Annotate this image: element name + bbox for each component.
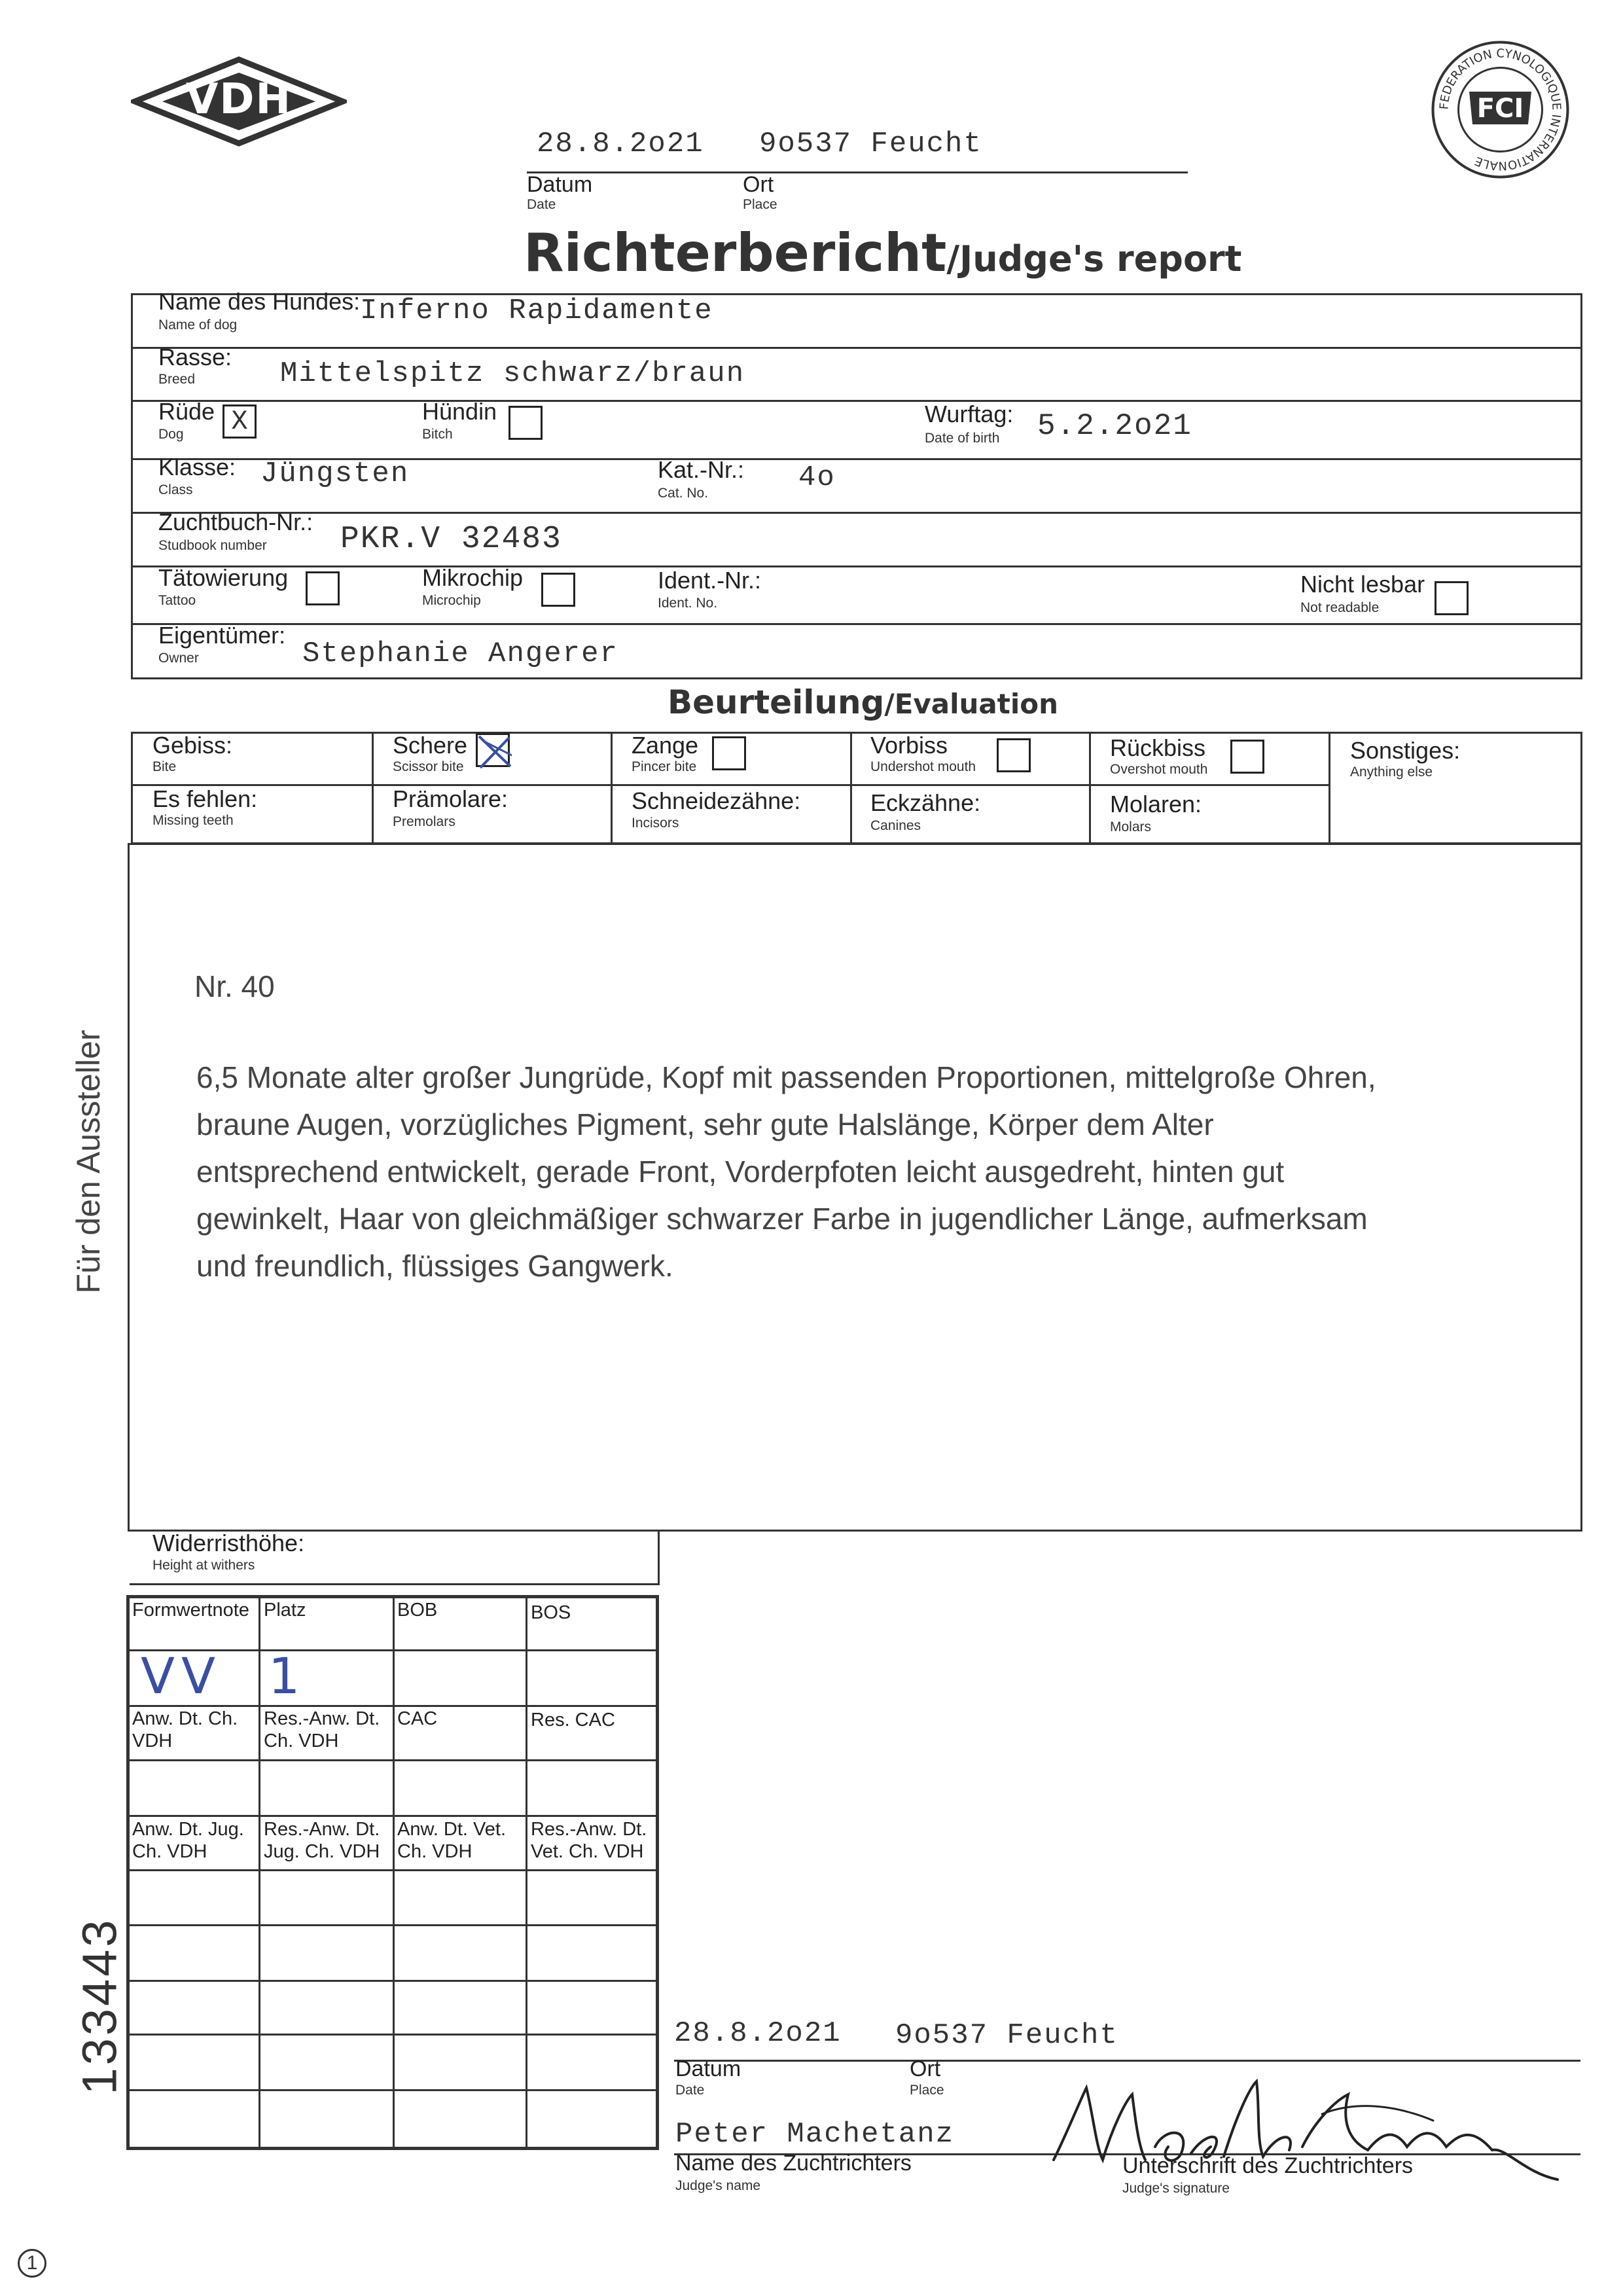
judge-signature [1041,2075,1564,2186]
other-sub: Anything else [1350,764,1433,780]
judge-name-sub: Judge's name [675,2178,761,2193]
signature-sub: Judge's signature [1122,2181,1230,2196]
results-header: Anw. Dt. Ch. VDH [132,1708,238,1751]
bite-label: Gebiss: [152,732,233,759]
results-row-line [126,1759,659,1761]
overshot-label: Rückbiss [1110,734,1206,761]
top-date-line [527,171,1188,173]
dog-row-line [131,400,1582,402]
dog-name-sub: Name of dog [158,317,238,332]
class-value: Jüngsten [260,457,410,490]
class-label: Klasse: [158,454,236,480]
overshot-sub: Overshot mouth [1110,762,1208,777]
dog-row-line [131,347,1582,349]
owner-label: Eigentümer: [158,622,286,649]
unreadable-checkbox[interactable] [1435,581,1469,615]
dob-label: Wurftag: [925,401,1014,427]
incisor-label: Schneidezähne: [632,787,801,814]
undershot-checkbox[interactable] [997,738,1031,772]
owner-value: Stephanie Angerer [302,637,618,670]
evaluation-heading [668,683,1058,721]
results-header: Res.-Anw. Dt. Ch. VDH [264,1708,380,1751]
results-header: Formwertnote [132,1600,249,1621]
dog-name-value: Inferno Rapidamente [360,295,713,327]
chip-label: Mikrochip [422,564,524,591]
pincer-checkbox[interactable] [712,736,746,770]
footer-place-sub: Place [910,2083,944,2098]
premolar-sub: Premolars [393,814,455,829]
results-header: BOB [397,1600,438,1621]
results-row-line [126,2089,659,2091]
studbook-value: PKR.V 32483 [340,522,562,557]
premolar-label: Prämolare: [393,785,508,812]
results-row-line [126,1980,659,1982]
top-place-value: 9o537 Feucht [759,128,982,160]
teeth-col-line [611,732,613,844]
dog-row-line [131,512,1582,514]
breed-label: Rasse: [158,344,232,370]
footer-date-value: 28.8.2o21 [674,2017,842,2050]
footer-date-line [674,2060,1580,2062]
teeth-col-line [1329,732,1330,844]
tattoo-sub: Tattoo [158,593,196,608]
class-sub: Class [158,482,193,497]
male-label: Rüde [158,398,215,425]
top-place-label: Ort [743,172,774,197]
breed-value: Mittelspitz schwarz/braun [280,357,745,390]
results-header: Anw. Dt. Jug. Ch. VDH [132,1819,244,1862]
male-checkbox[interactable] [223,404,257,439]
report-line: braune Augen, vorzügliches Pigment, sehr gute Halslänge, Körper dem Alter [196,1107,1214,1141]
placement-value: 1 [268,1647,300,1705]
missing-label: Es fehlen: [152,785,258,812]
evaluation-report [196,1054,1558,1289]
cat-label: Kat.-Nr.: [658,456,745,483]
report-line: gewinkelt, Haar von gleichmäßiger schwarzer Farbe in jugendlicher Länge, aufmerksam [196,1202,1368,1236]
results-header: Res.-Anw. Dt. Jug. Ch. VDH [264,1819,380,1862]
molar-sub: Molars [1110,819,1152,834]
page-title-sub: /Judge's report [946,238,1242,279]
results-row-line [126,2034,659,2036]
scissor-checkbox[interactable] [476,733,510,767]
canine-label: Eckzähne: [870,789,981,816]
results-header: Platz [264,1600,306,1621]
side-text: Für den Aussteller [70,1030,107,1294]
entry-number: Nr. 40 [194,969,275,1003]
owner-sub: Owner [158,651,199,666]
dob-sub: Date of birth [925,431,1000,446]
page-title [524,223,1242,283]
signature-label: Unterschrift des Zuchtrichters [1122,2153,1414,2178]
top-date-sub: Date [527,197,556,212]
serial-number: 133443 [72,1917,127,2095]
ident-label: Ident.-Nr.: [658,567,762,594]
results-header: Anw. Dt. Vet. Ch. VDH [397,1819,507,1862]
teeth-col-line [372,732,374,844]
footer-place-value: 9o537 Feucht [895,2019,1118,2052]
fci-ring-text: FEDERATION CYNOLOGIQUE INTERNATIONALE [1437,46,1563,173]
dog-name-label: Name des Hundes: [158,288,361,315]
page-title-main: Richterbericht [524,223,947,283]
results-header: CAC [397,1708,438,1729]
withers-label: Widerristhöhe: [152,1530,305,1556]
results-col-line [526,1595,527,2150]
vdh-logo [131,56,347,147]
results-header: Res.-Anw. Dt. Vet. Ch. VDH [531,1819,647,1862]
pincer-sub: Pincer bite [632,759,697,774]
chip-checkbox[interactable] [541,573,575,607]
evaluation-heading-main: Beurteilung [668,683,885,721]
chip-sub: Microchip [422,593,481,608]
canine-sub: Canines [870,818,921,833]
results-row-line [126,1815,659,1817]
fci-logo [1430,39,1571,180]
vdh-logo-text: VDH [185,75,293,124]
results-row-line [126,1705,659,1707]
female-checkbox[interactable] [508,406,543,440]
female-label: Hündin [422,398,497,425]
footer-place-label: Ort [910,2056,941,2081]
studbook-sub: Studbook number [158,538,267,553]
breed-sub: Breed [158,372,196,387]
male-sub: Dog [158,427,184,442]
cat-value: 4o [798,461,836,494]
unreadable-label: Nicht lesbar [1300,571,1425,598]
judge-name-label: Name des Zuchtrichters [675,2151,912,2176]
evaluation-heading-sub: /Evaluation [884,688,1058,720]
footer-date-sub: Date [675,2083,705,2098]
teeth-col-line [850,732,852,844]
report-line: entsprechend entwickelt, gerade Front, Vorderpfoten leicht ausgedreht, hinten gut [196,1155,1285,1189]
incisor-sub: Incisors [632,816,679,831]
page-number: 1 [26,2252,38,2274]
teeth-col-line [1089,732,1091,844]
unreadable-sub: Not readable [1300,600,1380,615]
molar-label: Molaren: [1110,791,1202,817]
grade-value: VV [141,1647,222,1705]
undershot-sub: Undershot mouth [870,759,976,774]
tattoo-label: Tätowierung [158,564,289,591]
results-row-line [126,1869,659,1871]
overshot-checkbox[interactable] [1230,740,1264,774]
top-date-label: Datum [527,172,593,197]
bite-sub: Bite [152,759,177,774]
results-row-line [126,1924,659,1926]
report-line: und freundlich, flüssiges Gangwerk. [196,1249,673,1283]
dog-row-line [131,565,1582,567]
results-col-line [393,1595,395,2150]
missing-sub: Missing teeth [152,813,234,828]
results-header: Res. CAC [531,1710,615,1731]
top-date-value: 28.8.2o21 [537,128,704,160]
female-sub: Bitch [422,427,453,442]
judge-name-value: Peter Machetanz [675,2118,955,2151]
tattoo-checkbox[interactable] [306,571,340,605]
cat-sub: Cat. No. [658,486,709,501]
results-header: BOS [531,1602,571,1623]
dog-row-line [131,623,1582,625]
undershot-label: Vorbiss [870,732,948,759]
teeth-row-line [131,784,1329,786]
other-label: Sonstiges: [1350,737,1461,764]
scissor-label: Schere [393,732,468,759]
report-line: 6,5 Monate alter großer Jungrüde, Kopf mit passenden Proportionen, mittelgroße Ohren, [196,1060,1376,1094]
page-number-circle [18,2249,46,2278]
male-checkbox-mark: X [231,406,248,437]
fci-logo-text: FCI [1476,94,1524,124]
top-place-sub: Place [743,197,777,212]
studbook-label: Zuchtbuch-Nr.: [158,509,313,535]
results-col-line [259,1595,260,2150]
scissor-sub: Scissor bite [393,759,464,774]
pincer-label: Zange [632,732,699,759]
withers-sub: Height at withers [152,1558,255,1573]
dob-value: 5.2.2o21 [1037,409,1192,443]
footer-date-label: Datum [675,2056,741,2081]
ident-sub: Ident. No. [658,596,718,611]
